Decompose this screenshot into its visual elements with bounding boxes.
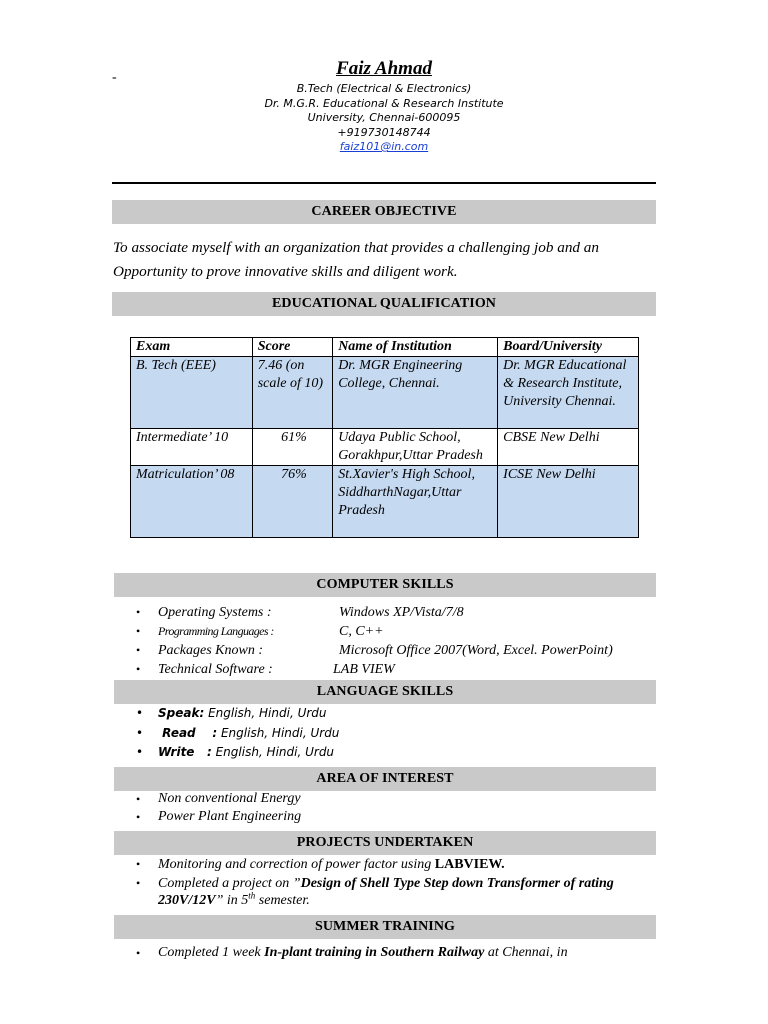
- language-value: English, Hindi, Urdu: [204, 706, 327, 720]
- skill-value: Windows XP/Vista/7/8: [339, 605, 464, 620]
- list-item: [134, 660, 664, 679]
- email-link[interactable]: faiz101@in.com: [339, 140, 429, 154]
- cell-exam: Intermediate’ 10: [131, 429, 253, 466]
- skill-value: Microsoft Office 2007(Word, Excel. PowerPoint): [339, 643, 613, 658]
- bullet-icon: •: [136, 792, 141, 806]
- bullet-icon: •: [136, 946, 141, 960]
- cell-board: CBSE New Delhi: [498, 429, 639, 466]
- list-item: [134, 875, 654, 909]
- list-item: [134, 603, 664, 622]
- column-header-score: Score: [252, 338, 332, 357]
- city-line: University, Chennai-600095: [307, 111, 461, 125]
- career-objective-text: To associate myself with an organization that provides a challenging job and an Opportunity to prove innovative skills and diligent work.: [113, 239, 599, 280]
- stray-dash: -: [112, 70, 117, 85]
- computer-skills-list: [134, 603, 664, 679]
- column-header-exam: Exam: [131, 338, 253, 357]
- language-label: Speak:: [158, 706, 205, 720]
- bullet-icon: •: [136, 810, 141, 824]
- cell-institution: St.Xavier's High School, SiddharthNagar,Uttar Pradesh: [333, 466, 498, 538]
- list-item: [134, 724, 654, 744]
- skill-value: LAB VIEW: [333, 662, 395, 677]
- interest-list: [134, 790, 654, 826]
- section-heading-projects: PROJECTS UNDERTAKEN: [114, 831, 656, 855]
- institute-line: Dr. M.G.R. Educational & Research Institute: [264, 96, 504, 110]
- column-header-board: Board/University: [498, 338, 639, 357]
- list-item: [134, 743, 654, 763]
- project-text: Monitoring and correction of power factor using: [158, 857, 435, 872]
- interest-item: Non conventional Energy: [158, 791, 301, 806]
- projects-list: [134, 856, 654, 909]
- section-heading-summer-training: SUMMER TRAINING: [114, 915, 656, 939]
- table-row: [131, 466, 639, 538]
- skill-value: C, C++: [339, 624, 384, 639]
- skill-key: Technical Software :: [158, 662, 273, 677]
- education-table: [130, 337, 639, 538]
- bullet-icon: •: [136, 662, 141, 676]
- section-heading-education: EDUCATIONAL QUALIFICATION: [112, 292, 656, 316]
- degree-line: B.Tech (Electrical & Electronics): [296, 82, 472, 95]
- language-label: Write :: [158, 745, 212, 759]
- list-item: [134, 790, 654, 808]
- project-emphasis: Design of Shell Type Step down Transformer of rating 230V/12V: [158, 876, 614, 908]
- table-row: [131, 357, 639, 429]
- table-row: [131, 429, 639, 466]
- list-item: [134, 704, 654, 724]
- bullet-icon: •: [136, 725, 144, 740]
- training-emphasis: In-plant training in Southern Railway: [264, 945, 485, 960]
- ordinal-suffix: th: [248, 890, 256, 901]
- list-item: [134, 641, 664, 660]
- training-list: [134, 944, 674, 962]
- bullet-icon: •: [136, 706, 144, 720]
- interest-item: Power Plant Engineering: [158, 809, 302, 824]
- bullet-icon: •: [136, 745, 144, 759]
- skill-key: Operating Systems :: [158, 605, 272, 620]
- list-item: [134, 622, 664, 641]
- project-emphasis: LABVIEW.: [434, 857, 505, 872]
- cell-score: 7.46 (on scale of 10): [252, 357, 332, 429]
- header-divider: [112, 182, 656, 184]
- cell-board: Dr. MGR Educational & Research Institute, University Chennai.: [498, 357, 639, 429]
- cell-score: 61%: [252, 429, 332, 466]
- list-item: [134, 856, 654, 873]
- project-text-end: semester.: [255, 893, 310, 908]
- bullet-icon: •: [136, 643, 141, 657]
- language-skills-list: [134, 704, 654, 763]
- language-value: English, Hindi, Urdu: [217, 725, 340, 740]
- training-text: Completed 1 week: [158, 945, 265, 960]
- cell-exam: B. Tech (EEE): [131, 357, 253, 429]
- cell-institution: Dr. MGR Engineering College, Chennai.: [333, 357, 498, 429]
- project-text-mid: ” in 5: [215, 893, 249, 908]
- list-item: [134, 944, 674, 962]
- skill-key: Programming Languages :: [158, 624, 274, 638]
- contact-block: [0, 82, 768, 155]
- cell-board: ICSE New Delhi: [498, 466, 639, 538]
- bullet-icon: •: [136, 857, 141, 871]
- column-header-institution: Name of Institution: [333, 338, 498, 357]
- bullet-icon: •: [136, 876, 141, 890]
- bullet-icon: •: [136, 605, 141, 619]
- language-label: Read :: [158, 725, 218, 740]
- training-text-end: at Chennai, in: [484, 945, 568, 960]
- cell-exam: Matriculation’ 08: [131, 466, 253, 538]
- phone-line: +919730148744: [337, 125, 431, 139]
- cell-score: 76%: [252, 466, 332, 538]
- project-text: Completed a project on ”: [158, 876, 301, 891]
- skill-key: Packages Known :: [158, 643, 263, 658]
- section-heading-language-skills: LANGUAGE SKILLS: [114, 680, 656, 704]
- bullet-icon: •: [136, 624, 141, 638]
- cell-institution: Udaya Public School, Gorakhpur,Uttar Pradesh: [333, 429, 498, 466]
- list-item: [134, 808, 654, 826]
- section-heading-career-objective: CAREER OBJECTIVE: [112, 200, 656, 224]
- section-heading-computer-skills: COMPUTER SKILLS: [114, 573, 656, 597]
- candidate-name: Faiz Ahmad: [336, 58, 432, 79]
- table-header-row: [131, 338, 639, 357]
- language-value: English, Hindi, Urdu: [211, 745, 335, 759]
- section-heading-area-of-interest: AREA OF INTEREST: [114, 767, 656, 791]
